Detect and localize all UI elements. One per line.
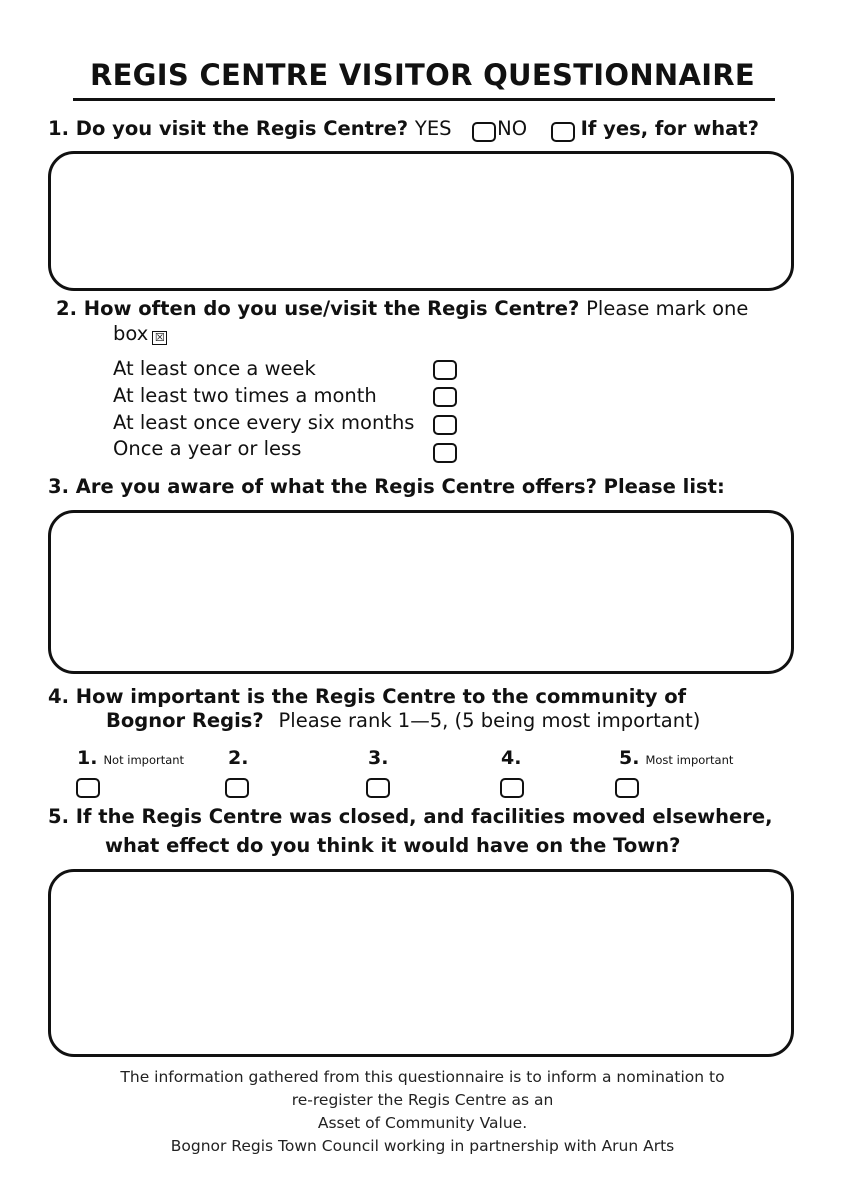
rank-5-number: 5. [619,747,640,769]
footer-line-4: Bognor Regis Town Council working in partnership with Arun Arts [170,1137,675,1155]
q1-answer-box[interactable] [48,151,794,291]
q1-question: 1. Do you visit the Regis Centre? [48,117,409,140]
q3-question: 3. Are you aware of what the Regis Centre offers? Please list: [48,475,725,498]
rank-2-label: 2. [228,747,249,769]
q4-line2 [106,709,700,732]
rank-3-checkbox[interactable] [366,778,390,798]
q2-instruction-cont-line [113,322,167,345]
rank-5-checkbox[interactable] [615,778,639,798]
rank-5-note: Most important [645,753,734,767]
q1-no-label: NO [497,117,528,140]
q2-option-3: At least once every six months [113,411,415,434]
q3-answer-box[interactable] [48,510,794,674]
footer-line-1: The information gathered from this questionnaire is to inform a nomination to [120,1068,725,1086]
q5-question-line2: what effect do you think it would have on the Town? [105,834,681,857]
rank-1-checkbox[interactable] [76,778,100,798]
q4-question-line2: Bognor Regis? [106,709,264,732]
q2-line [56,297,748,320]
title-underline [73,98,775,101]
rank-1-label [77,747,184,769]
q4-instruction: Please rank 1—5, (5 being most important) [278,709,701,732]
q1-line [48,117,759,140]
rank-4-label: 4. [501,747,522,769]
q2-instruction: Please mark one [586,297,749,320]
rank-4-checkbox[interactable] [500,778,524,798]
rank-3-label: 3. [368,747,389,769]
q2-option-2: At least two times a month [113,384,377,407]
q1-followup: If yes, for what? [580,117,759,140]
rank-5-label [619,747,733,769]
footer-line-3: Asset of Community Value. [317,1114,528,1132]
footer-line-2: re-register the Regis Centre as an [291,1091,554,1109]
q1-yes-checkbox[interactable] [472,122,496,142]
q2-option-1: At least once a week [113,357,316,380]
page-title: REGIS CENTRE VISITOR QUESTIONNAIRE [89,58,756,92]
q2-option-2-checkbox[interactable] [433,387,457,407]
q2-option-4: Once a year or less [113,437,302,460]
q2-instruction-cont: box [113,322,149,345]
rank-1-note: Not important [103,753,185,767]
q4-question-line1: 4. How important is the Regis Centre to the community of [48,685,687,708]
rank-1-number: 1. [77,747,98,769]
q2-option-3-checkbox[interactable] [433,415,457,435]
q2-option-4-checkbox[interactable] [433,443,457,463]
rank-2-checkbox[interactable] [225,778,249,798]
q1-yes-label: YES [414,117,452,140]
q5-answer-box[interactable] [48,869,794,1057]
q1-no-checkbox[interactable] [551,122,575,142]
q5-question-line1: 5. If the Regis Centre was closed, and facilities moved elsewhere, [48,805,773,828]
q2-option-1-checkbox[interactable] [433,360,457,380]
q2-question: 2. How often do you use/visit the Regis Centre? [56,297,580,320]
mark-example-icon: ☒ [152,331,167,345]
